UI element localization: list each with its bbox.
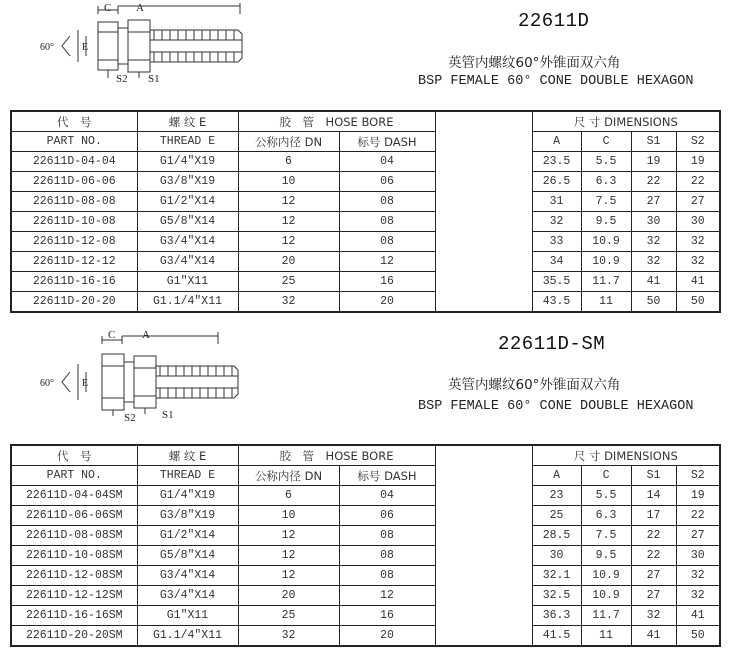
cell-s1: 22 [631, 546, 676, 566]
table-row [11, 586, 720, 606]
table-row [11, 292, 720, 313]
cell-dn: 6 [238, 486, 339, 506]
header-s2: S2 [676, 466, 720, 486]
header-s2: S2 [676, 132, 720, 152]
cell-s1: 27 [631, 192, 676, 212]
cell-blank [435, 272, 532, 292]
cell-part-no: 22611D-10-08SM [11, 546, 137, 566]
cell-blank [435, 566, 532, 586]
cell-c: 9.5 [581, 546, 631, 566]
cell-part-no: 22611D-04-04 [11, 152, 137, 172]
header-code-en: PART NO. [11, 132, 137, 152]
cell-thread: G1"X11 [137, 272, 238, 292]
table-row [11, 546, 720, 566]
cell-dn: 32 [238, 626, 339, 647]
cell-dn: 32 [238, 292, 339, 313]
cell-dash: 20 [339, 292, 435, 313]
cell-a: 32.1 [532, 566, 581, 586]
header-code-cn: 代 号 [11, 111, 137, 132]
cell-a: 28.5 [532, 526, 581, 546]
cell-thread: G3/4"X14 [137, 566, 238, 586]
section-22611d [0, 0, 730, 312]
cell-s2: 32 [676, 232, 720, 252]
cell-a: 43.5 [532, 292, 581, 313]
cell-s1: 19 [631, 152, 676, 172]
cell-thread: G3/4"X14 [137, 232, 238, 252]
cell-dash: 08 [339, 212, 435, 232]
table-row [11, 172, 720, 192]
part-code: 22611D [518, 10, 590, 32]
cell-a: 31 [532, 192, 581, 212]
table-row [11, 526, 720, 546]
cell-part-no: 22611D-16-16 [11, 272, 137, 292]
cell-blank [435, 506, 532, 526]
spec-table [10, 444, 721, 647]
title-cn: 英管内螺纹60°外锥面双六角 [448, 377, 621, 393]
cell-c: 5.5 [581, 486, 631, 506]
cell-blank [435, 606, 532, 626]
cell-s2: 19 [676, 486, 720, 506]
cell-blank [435, 526, 532, 546]
cell-c: 11.7 [581, 272, 631, 292]
cell-part-no: 22611D-06-06 [11, 172, 137, 192]
cell-part-no: 22611D-04-04SM [11, 486, 137, 506]
cell-part-no: 22611D-20-20SM [11, 626, 137, 647]
header-thread-cn: 螺 纹 E [137, 445, 238, 466]
cell-a: 33 [532, 232, 581, 252]
cell-c: 6.3 [581, 506, 631, 526]
cell-thread: G1"X11 [137, 606, 238, 626]
cell-blank [435, 192, 532, 212]
cell-part-no: 22611D-12-12SM [11, 586, 137, 606]
cell-s1: 27 [631, 586, 676, 606]
label-c: C [108, 329, 116, 341]
table-row [11, 566, 720, 586]
header-s1: S1 [631, 132, 676, 152]
cell-s2: 32 [676, 566, 720, 586]
header-dash: 标号 DASH [339, 466, 435, 486]
table-row [11, 486, 720, 506]
cell-s2: 22 [676, 172, 720, 192]
table-row [11, 606, 720, 626]
cell-part-no: 22611D-12-08SM [11, 566, 137, 586]
header-a: A [532, 132, 581, 152]
header-c: C [581, 132, 631, 152]
cell-s2: 50 [676, 292, 720, 313]
cell-c: 10.9 [581, 252, 631, 272]
title-cn: 英管内螺纹60°外锥面双六角 [448, 55, 621, 71]
cell-thread: G5/8"X14 [137, 546, 238, 566]
cell-dash: 08 [339, 566, 435, 586]
cell-s2: 19 [676, 152, 720, 172]
cell-s1: 41 [631, 272, 676, 292]
cell-s2: 30 [676, 212, 720, 232]
cell-dn: 12 [238, 566, 339, 586]
cell-s2: 27 [676, 192, 720, 212]
header-s1: S1 [631, 466, 676, 486]
cell-dn: 20 [238, 252, 339, 272]
label-e: E [82, 378, 89, 389]
header-hose-bore: 胶 管 HOSE BORE [238, 445, 435, 466]
cell-c: 11 [581, 626, 631, 647]
cell-s1: 14 [631, 486, 676, 506]
cell-thread: G1/4"X19 [137, 152, 238, 172]
cell-thread: G1/4"X19 [137, 486, 238, 506]
table-row [11, 252, 720, 272]
cell-blank [435, 252, 532, 272]
cell-c: 10.9 [581, 586, 631, 606]
cell-s1: 22 [631, 526, 676, 546]
cell-dn: 12 [238, 192, 339, 212]
label-s2: S2 [116, 73, 128, 85]
cell-a: 32 [532, 212, 581, 232]
cell-dash: 16 [339, 272, 435, 292]
part-code: 22611D-SM [498, 333, 606, 355]
cell-a: 25 [532, 506, 581, 526]
cell-s1: 32 [631, 232, 676, 252]
cell-c: 10.9 [581, 566, 631, 586]
table-row [11, 152, 720, 172]
label-angle: 60° [40, 42, 54, 53]
header-c: C [581, 466, 631, 486]
header-dn: 公称内径 DN [238, 466, 339, 486]
fitting-diagram [38, 0, 258, 86]
title-en: BSP FEMALE 60° CONE DOUBLE HEXAGON [418, 74, 694, 89]
cell-dash: 12 [339, 252, 435, 272]
cell-s1: 27 [631, 566, 676, 586]
cell-dn: 12 [238, 546, 339, 566]
cell-blank [435, 486, 532, 506]
header-dash: 标号 DASH [339, 132, 435, 152]
cell-part-no: 22611D-16-16SM [11, 606, 137, 626]
cell-dn: 20 [238, 586, 339, 606]
cell-c: 9.5 [581, 212, 631, 232]
cell-blank [435, 292, 532, 313]
header-dimensions: 尺 寸 DIMENSIONS [532, 445, 720, 466]
header-thread-en: THREAD E [137, 132, 238, 152]
cell-dn: 25 [238, 606, 339, 626]
header-dn: 公称内径 DN [238, 132, 339, 152]
cell-part-no: 22611D-08-08 [11, 192, 137, 212]
cell-thread: G1.1/4"X11 [137, 292, 238, 313]
cell-part-no: 22611D-10-08 [11, 212, 137, 232]
cell-s2: 50 [676, 626, 720, 647]
cell-thread: G5/8"X14 [137, 212, 238, 232]
blank-column [435, 111, 532, 132]
cell-part-no: 22611D-20-20 [11, 292, 137, 313]
header-hose-bore: 胶 管 HOSE BORE [238, 111, 435, 132]
cell-c: 7.5 [581, 526, 631, 546]
cell-thread: G1.1/4"X11 [137, 626, 238, 647]
cell-a: 30 [532, 546, 581, 566]
cell-a: 26.5 [532, 172, 581, 192]
cell-part-no: 22611D-12-12 [11, 252, 137, 272]
blank-column [435, 445, 532, 466]
spec-table [10, 110, 721, 313]
cell-c: 10.9 [581, 232, 631, 252]
cell-blank [435, 232, 532, 252]
cell-c: 11.7 [581, 606, 631, 626]
cell-thread: G3/8"X19 [137, 172, 238, 192]
cell-blank [435, 546, 532, 566]
cell-part-no: 22611D-06-06SM [11, 506, 137, 526]
cell-dash: 16 [339, 606, 435, 626]
cell-dn: 6 [238, 152, 339, 172]
cell-c: 6.3 [581, 172, 631, 192]
cell-s1: 32 [631, 252, 676, 272]
label-a: A [142, 329, 150, 341]
label-e: E [82, 42, 89, 53]
header-thread-cn: 螺 纹 E [137, 111, 238, 132]
cell-s1: 17 [631, 506, 676, 526]
cell-s2: 41 [676, 606, 720, 626]
cell-blank [435, 152, 532, 172]
cell-dash: 04 [339, 152, 435, 172]
label-angle: 60° [40, 378, 54, 389]
cell-part-no: 22611D-08-08SM [11, 526, 137, 546]
fitting-diagram [38, 326, 258, 422]
table-row [11, 232, 720, 252]
cell-dash: 06 [339, 506, 435, 526]
label-s2: S2 [124, 412, 136, 422]
cell-s1: 32 [631, 606, 676, 626]
label-s1: S1 [148, 73, 160, 85]
cell-part-no: 22611D-12-08 [11, 232, 137, 252]
header-thread-en: THREAD E [137, 466, 238, 486]
table-row [11, 626, 720, 647]
table-row [11, 192, 720, 212]
cell-c: 7.5 [581, 192, 631, 212]
cell-s2: 22 [676, 506, 720, 526]
cell-a: 36.3 [532, 606, 581, 626]
cell-s2: 32 [676, 252, 720, 272]
cell-c: 11 [581, 292, 631, 313]
cell-dash: 06 [339, 172, 435, 192]
cell-s2: 32 [676, 586, 720, 606]
title-en: BSP FEMALE 60° CONE DOUBLE HEXAGON [418, 399, 694, 414]
cell-dash: 08 [339, 232, 435, 252]
header-code-cn: 代 号 [11, 445, 137, 466]
cell-s2: 27 [676, 526, 720, 546]
cell-blank [435, 586, 532, 606]
label-c: C [104, 2, 112, 14]
cell-dash: 20 [339, 626, 435, 647]
table-row [11, 272, 720, 292]
label-a: A [136, 2, 144, 14]
cell-dash: 12 [339, 586, 435, 606]
cell-thread: G1/2"X14 [137, 192, 238, 212]
cell-thread: G1/2"X14 [137, 526, 238, 546]
cell-blank [435, 172, 532, 192]
cell-dash: 08 [339, 526, 435, 546]
cell-s2: 41 [676, 272, 720, 292]
table-row [11, 212, 720, 232]
header-dimensions: 尺 寸 DIMENSIONS [532, 111, 720, 132]
cell-a: 35.5 [532, 272, 581, 292]
cell-dn: 12 [238, 526, 339, 546]
cell-dash: 08 [339, 192, 435, 212]
cell-s1: 30 [631, 212, 676, 232]
cell-a: 23 [532, 486, 581, 506]
cell-s1: 22 [631, 172, 676, 192]
cell-dash: 08 [339, 546, 435, 566]
cell-thread: G3/4"X14 [137, 252, 238, 272]
cell-a: 34 [532, 252, 581, 272]
cell-thread: G3/8"X19 [137, 506, 238, 526]
cell-a: 32.5 [532, 586, 581, 606]
cell-s2: 30 [676, 546, 720, 566]
cell-thread: G3/4"X14 [137, 586, 238, 606]
cell-s1: 50 [631, 292, 676, 313]
cell-a: 41.5 [532, 626, 581, 647]
table-row [11, 506, 720, 526]
header-code-en: PART NO. [11, 466, 137, 486]
cell-blank [435, 212, 532, 232]
cell-dn: 12 [238, 212, 339, 232]
label-s1: S1 [162, 409, 174, 421]
cell-c: 5.5 [581, 152, 631, 172]
cell-a: 23.5 [532, 152, 581, 172]
cell-dn: 10 [238, 506, 339, 526]
cell-s1: 41 [631, 626, 676, 647]
cell-dn: 12 [238, 232, 339, 252]
cell-dash: 04 [339, 486, 435, 506]
section-22611d-sm [0, 326, 730, 657]
cell-dn: 25 [238, 272, 339, 292]
header-a: A [532, 466, 581, 486]
cell-blank [435, 626, 532, 647]
cell-dn: 10 [238, 172, 339, 192]
